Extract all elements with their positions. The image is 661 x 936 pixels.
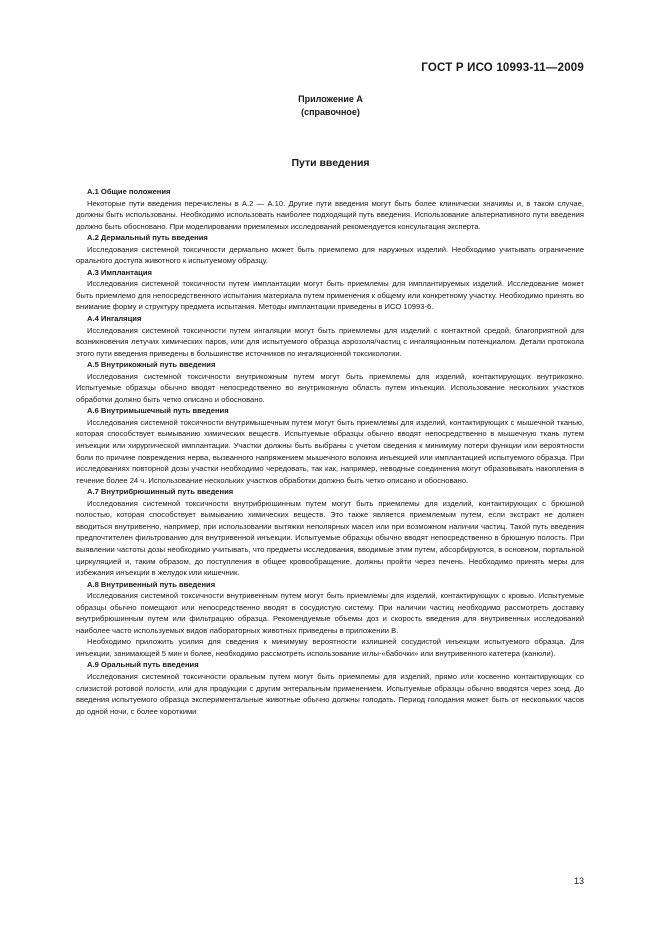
section-heading: А.9 Оральный путь введения — [87, 660, 199, 670]
section-heading: А.3 Имплантация — [87, 267, 152, 277]
section-paragraph: Исследования системной токсичности путем ингаляции могут быть приемлемы для изделий с контактной средой, благоприятной для возникновения летучих химических паров, или для испытуемого образца аэрозоля/частиц с ингаляционным потенциалом. Детали протокола этого пути введения приведены в большинстве источников по ингаляционной токсикологии. — [76, 325, 584, 358]
annex-type: (справочное) — [301, 107, 360, 117]
section-paragraph: Исследования системной токсичности оральным путем могут быть приемлемы для изделий, прямо или косвенно контактирующих со слизистой ротовой полости, или для продукции с другим энтеральным применением. Испытуемые образцы обычно вводятся через зонд. До введения испытуемого образца экспериментальные животные обычно должны голодать. Период голодания может быть от нескольких часов до одной ночи, с более короткими — [76, 671, 584, 716]
document-body — [76, 186, 584, 717]
section-paragraph: Исследования системной токсичности внутрибрюшинным путем могут быть приемлемы для изделий, контактирующих с брюшной полостью, которая способствует вымыванию химических веществ. Это также является приемлемым путем, если экстракт не должен вводиться внутривенно, например, при использовании вытяжки неполярных масел или при возможном наличии частиц. Такой путь введения предпочтителен фильтрованию для внутривенной инъекции. Испытуемые образцы обычно вводят непосредственно в брюшную полость. При выявлении частоты дозы необходимо учитывать, что предметы исследования, вводимые этим путем, абсорбируются, в основном, портальной циркуляцией и, таким образом, до поступления в общее кровообращение, должны пройти через печень. Необходимо принять меры для избежания инъекции в желудок или кишечник. — [76, 498, 584, 578]
section-paragraph: Исследования системной токсичности внутримышечным путем могут быть приемлемы для изделий, контактирующих с мышечной тканью, которая способствует вымыванию химических веществ. Испытуемые образцы обычно вводят непосредственно в мышечную ткань путем инъекции или хирургической имплантации. Участки должны быть выбраны с учетом сведения к минимуму потери функции или вероятности боли по причине повреждения нерва, вызванного напряжением мышечного волокна инъекцией или имплантацией испытуемого образца. При исследованиях повторной дозы участки необходимо чередовать, так как, например, неводные соединения могут образовывать накопления в течение более 24 ч. Использование нескольких участков обработки должно быть четко описано и обосновано. — [76, 417, 584, 485]
annex-title: Приложение А — [298, 94, 363, 104]
annex-heading: Пути введения — [291, 157, 370, 169]
section-paragraph: Исследования системной токсичности внутривенным путем могут быть приемлемы для изделий, контактирующих с кровью. Испытуемые образцы обычно помещают или непосредственно вводят в сосудистую систему. При наличии частиц необходимо рассмотреть доставку внутрибрюшинным путем или фильтрацию образца. Рекомендуемые объемы доз и скорость введения для внутривенных исследований наиболее часто используемых видов лабораторных животных приведены в приложении В. — [76, 591, 584, 635]
section-paragraph: Исследования системной токсичности дермально может быть приемлемо для наружных изделий. Необходимо учитывать ограничение орального доступа животного к испытуемому образцу. — [76, 244, 584, 266]
annex-label — [0, 93, 661, 119]
section-heading: А.7 Внутрибрюшинный путь введения — [87, 487, 234, 497]
section-heading: А.8 Внутривенный путь введения — [87, 579, 216, 589]
document-code-header: ГОСТ Р ИСО 10993-11—2009 — [421, 62, 584, 74]
section-heading: А.1 Общие положения — [87, 187, 171, 196]
section-paragraph: Необходимо приложить усилия для сведения к минимуму вероятности излишней сосудистой инъекции испытуемого образца. Для инъекции, занимающей 5 мин и более, необходимо рассмотреть использование иглы-«бабочки» или внутривенного катетера (канюли). — [76, 637, 584, 658]
section-paragraph: Исследования системной токсичности путем имплантации могут быть приемлемы для имплантируемых изделий. Исследование может быть приемлемо для непосредственного испытания материала путем применения к общему или конкретному участку. Необходимо принять во внимание форму и структуру предмета испытания. Методы имплантации приведены в ИСО 10993-6. — [76, 279, 584, 312]
section-paragraph: Исследования системной токсичности внутрикожным путем могут быть приемлемы для изделий, контактирующих внутрикожно. Испытуемые образцы обычно вводят непосредственно во внутрикожную область путем инъекции. Использование нескольких участков обработки должно быть четко описано и обосновано. — [76, 371, 584, 404]
page-number: 13 — [573, 876, 584, 886]
section-heading: А.4 Ингаляция — [87, 314, 142, 324]
section-heading: А.6 Внутримышечный путь введения — [87, 406, 229, 416]
section-heading: А.2 Дермальный путь введения — [87, 233, 208, 243]
section-paragraph: Некоторые пути введения перечислены в А.2 — А.10. Другие пути введения могут быть более клинически значимы и, в таком случае, должны быть использованы. Необходимо использовать наиболее подходящий путь введения. Использование альтернативного пути введения должно быть обосновано. При моделировании приемлемых исследований рекомендуется консультация эксперта. — [76, 198, 584, 231]
section-heading: А.5 Внутрикожный путь введения — [87, 360, 216, 370]
